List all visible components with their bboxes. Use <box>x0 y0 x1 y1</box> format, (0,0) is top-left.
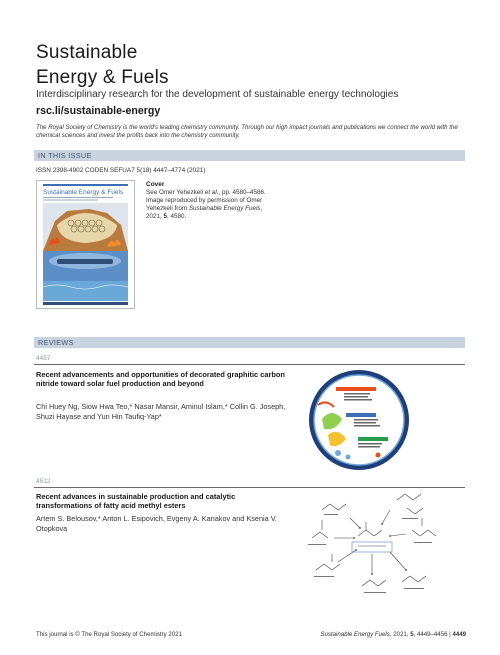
rsc-description: The Royal Society of Chemistry is the world's leading chemistry community. Through our high impact journals and publications we connect the world with the chemical sciences and invest the profits back into the chemistry community. <box>36 124 458 139</box>
article-1-page: 4457 <box>36 355 51 362</box>
in-this-issue-heading: IN THIS ISSUE <box>34 150 465 161</box>
article-1-divider <box>34 364 465 365</box>
article-2-title-link[interactable]: Recent advances in sustainable production and catalytic transformations of fatty acid methyl esters <box>36 492 236 511</box>
journal-title <box>36 40 169 90</box>
article-2-graphical-abstract[interactable] <box>302 490 442 600</box>
article-2-authors: Artem S. Belousov,* Anton L. Esipovich, Evgeny A. Kanakov and Ksenia V. Otopkova <box>36 514 277 534</box>
cover-caption <box>146 181 276 221</box>
journal-title-line2: Energy & Fuels <box>36 67 169 88</box>
footer-citation: Sustainable Energy Fuels, 2021, 5, 4449–4456 | 4449 <box>320 631 466 638</box>
cover-image[interactable] <box>36 180 135 309</box>
article-1-authors: Chi Huey Ng, Siow Hwa Teo,* Nasar Mansir, Aminul Islam,* Collin G. Joseph, Shuzi Hayase and Yun Hin Taufiq-Yap* <box>36 402 286 422</box>
journal-tagline: Interdisciplinary research for the development of sustainable energy technologies <box>36 89 399 100</box>
article-1-title-link[interactable]: Recent advancements and opportunities of decorated graphitic carbon nitride toward solar fuel production and beyond <box>36 370 285 389</box>
cover-mini-title: Sustainable Energy & Fuels <box>43 189 124 196</box>
journal-url-link[interactable]: rsc.li/sustainable-energy <box>36 105 161 117</box>
article-1-graphical-abstract[interactable] <box>308 369 410 471</box>
article-2-divider <box>34 487 465 488</box>
article-2-page: 4512 <box>36 478 51 485</box>
reviews-heading: REVIEWS <box>34 337 465 348</box>
article-2-reaction-scheme <box>302 490 442 600</box>
cover-label: Cover <box>146 181 165 188</box>
cover-description: See Omer Yehezkeli et al., pp. 4580–4586. Image reproduced by permission of Omer Yehezkeli from Sustainable Energy Fuels, 2021, 5, 4580. <box>146 189 266 220</box>
footer-copyright: This journal is © The Royal Society of Chemistry 2021 <box>36 631 182 638</box>
article-1-abstract-image <box>308 369 410 471</box>
cover-illustration <box>37 181 134 308</box>
journal-title-line1: Sustainable <box>36 42 138 63</box>
issn-line: ISSN 2398-4902 CODEN SEFUA7 5(18) 4447–4774 (2021) <box>36 167 206 174</box>
footer-page-number: 4449 <box>452 631 466 638</box>
